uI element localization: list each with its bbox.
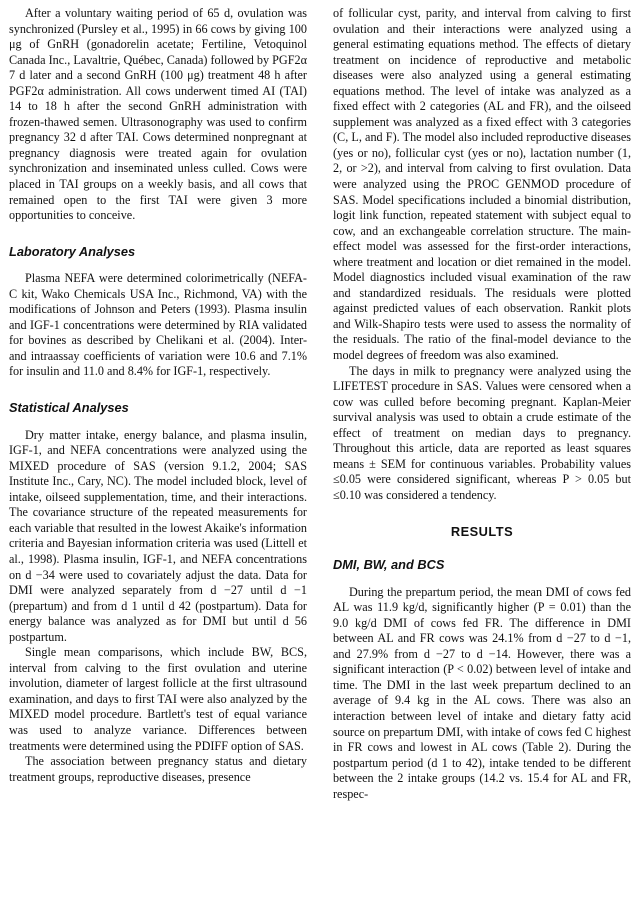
paragraph-laboratory-analyses: Plasma NEFA were determined colorimetrically (NEFA-C kit, Wako Chemicals USA Inc., Richmond, VA) with the modifications of Johnson and Peters (1993). Plasma insulin and IGF-1 concentrations were determined by RIA validated for bovines as described by Chelikani et al. (2004). Inter- and intraassay coefficients of variation were 10.6 and 7.1% for insulin and 11.0 and 8.4% for IGF-1, respectively. — [9, 271, 307, 379]
heading-results: RESULTS — [450, 523, 514, 539]
heading-laboratory-analyses: Laboratory Analyses — [9, 243, 136, 259]
left-column — [9, 6, 307, 785]
heading-dmi-bw-bcs: DMI, BW, and BCS — [333, 557, 445, 573]
paragraph-ovulation-synchronization: After a voluntary waiting period of 65 d, ovulation was synchronized (Pursley et al., 1995) in 66 cows by giving 100 μg of GnRH (gonadorelin acetate; Fertiline, Vetoquinol Canada Inc., Lavaltrie, Québec, Canada) followed by PGF2α 7 d later and a second GnRH (100 μg) treatment 48 h after PGF2α administration. All cows underwent timed AI (TAI) 14 to 18 h after the second GnRH administration with frozen-thawed semen. Ultrasonography was used to confirm pregnancy 32 d after TAI. Cows determined nonpregnant at pregnancy diagnosis were treated again for ovulation synchronization and inseminated unless culled. Cows were placed in TAI groups on a weekly basis, and all cows that remained open to the first TAI were given 3 more opportunities to conceive. — [9, 6, 307, 223]
heading-statistical-analyses: Statistical Analyses — [9, 400, 129, 416]
paragraph-dmi-results: During the prepartum period, the mean DMI of cows fed AL was 11.9 kg/d, significantly higher (P = 0.01) than the 9.0 kg/d DMI of cows fed FR. The difference in DMI between AL and FR cows was 24.1% from d −27 to d −1, and 27.9% from d −27 to d −14. However, there was a significant interaction (P < 0.02) between level of intake and time. The DMI in the last week prepartum declined to an average of 9.4 kg in the AL cows. There was also an interaction between level of intake and dietary fatty acid source on prepartum DMI, with intake of cows fed C highest in FR cows and lowest in AL cows (Table 2). During the postpartum period (d 1 to 42), intake tended to be different between the 2 intake groups (14.2 vs. 15.4 for AL and FR, respec- — [333, 584, 631, 801]
paragraph-statistical-mixed: Dry matter intake, energy balance, and plasma insulin, IGF-1, and NEFA concentrations were analyzed using the MIXED procedure of SAS (version 9.1.2, 2004; SAS Institute Inc., Cary, NC). The model included block, level of intake, oilseed supplementation, time, and their interactions. The covariance structure of the repeated measurements for each variable that resulted in the lowest Akaike's information criteria and Bayesian information criteria was used (Littell et al., 1998). Plasma insulin, IGF-1, and NEFA concentrations on d −34 were used to covariately adjust the data. Data for DMI were analyzed separately from d −27 until d −1 (prepartum) and from d 1 until d 42 (postpartum). Data for energy balance was analyzed as for DMI but until d 56 postpartum. — [9, 427, 307, 644]
paragraph-genmod-model: of follicular cyst, parity, and interval from calving to first ovulation and their interactions were analyzed using a general estimating equations method. The effects of dietary treatment on incidence of reproductive and metabolic diseases were also analyzed using a general estimating equations method. The level of intake was analyzed as a fixed effect with 2 categories (AL and FR), and the oilseed supplement was analyzed as a fixed effect with 3 categories (C, L, and F). The model also included reproductive diseases (yes or no), follicular cyst (yes or no), lactation number (1, 2, or >2), and interval from calving to first ovulation. Data were analyzed using the PROC GENMOD procedure of SAS. Model specifications included a binomial distribution, logit link function, repeated statement with subject equal to cow, and an exchangeable correlation structure. The main-effect model was assessed for the first-order interactions, where treatment and location or diet remained in the model. Model diagnostics included visual examination of the raw and standardized residuals. The residuals were plotted against predicted values of each observation. Rankit plots and Wilk-Shapiro tests were used to assess the normality of the residuals. The ratio of the final-model deviance to the model degrees of freedom was also examined. — [333, 6, 631, 363]
paragraph-lifetest: The days in milk to pregnancy were analyzed using the LIFETEST procedure in SAS. Values were censored when a cow was culled before becoming pregnant. Kaplan-Meier survival analysis was used to obtain a crude estimate of the effect of treatment on median days to pregnancy. Throughout this article, data are reported as least squares means ± SEM for continuous variables. Probability values ≤0.05 were considered significant, whereas P > 0.05 but ≤0.10 was considered a tendency. — [333, 363, 631, 502]
paragraph-pregnancy-association: The association between pregnancy status and dietary treatment groups, reproductive diseases, presence — [9, 754, 307, 784]
paragraph-single-mean-comparisons: Single mean comparisons, which include BW, BCS, interval from calving to the first ovulation and uterine involution, diameter of largest follicle at the first ultrasound examination, and days to first TAI were also analyzed by the MIXED model procedure. Bartlett's test of equal variance was used to analyze variance. Differences between treatments were determined using the PDIFF option of SAS. — [9, 645, 307, 753]
right-column — [333, 6, 631, 802]
